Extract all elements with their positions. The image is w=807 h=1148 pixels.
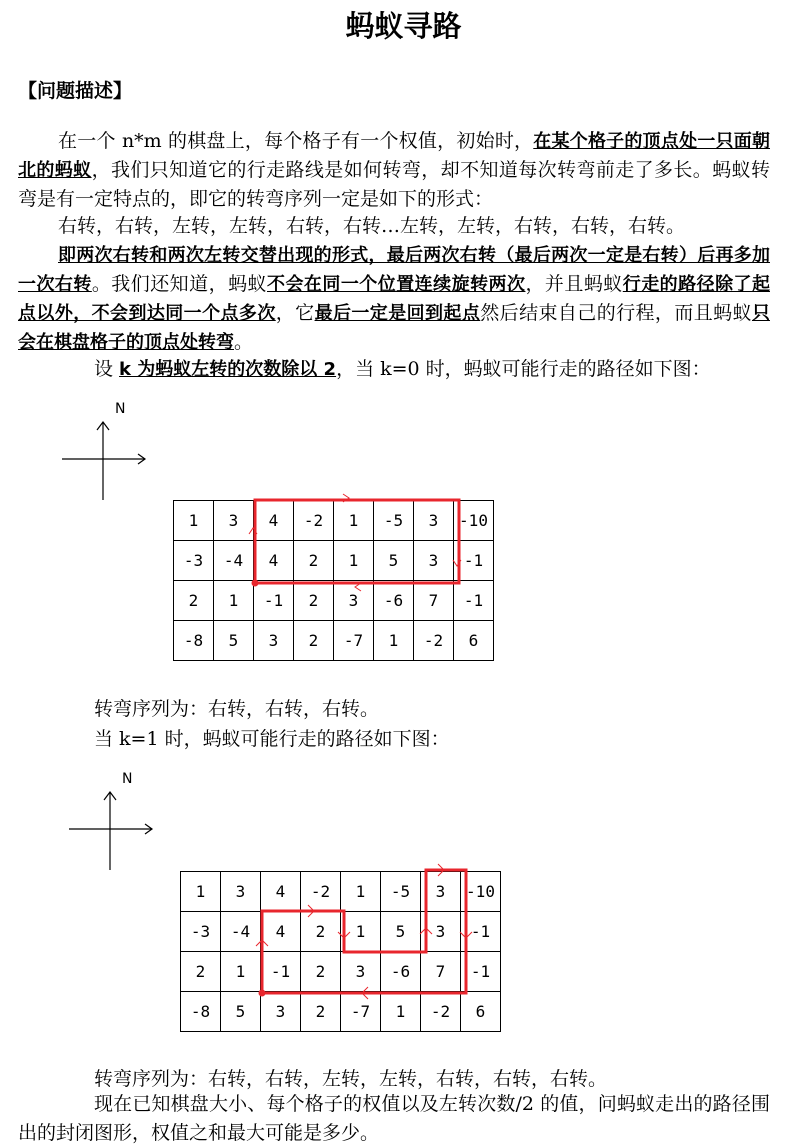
grid-cell: -2 (301, 872, 341, 912)
grid-cell: 1 (381, 992, 421, 1032)
compass-figure-1 (55, 398, 155, 504)
k1-description: 当 k=1 时，蚂蚁可能行走的路径如下图： (94, 728, 450, 750)
text-span: ，我们只知道它的行走路线是如何转弯，却不知道每次转弯前走了多长。蚂蚁转弯是有一定特点的，即它的转弯序列一定是如下的形式： (18, 159, 770, 210)
text-span: 。 (234, 331, 254, 353)
grid-cell: -1 (461, 912, 501, 952)
grid-cell: 1 (341, 872, 381, 912)
turn-sequence-2: 转弯序列为：右转，右转，左转，左转，右转，右转，右转。 (94, 1068, 608, 1090)
grid-cell: 2 (301, 992, 341, 1032)
section-heading: 【问题描述】 (18, 80, 133, 102)
start-point-1 (252, 580, 259, 587)
grid-cell: 5 (214, 621, 254, 661)
grid-cell: 7 (421, 952, 461, 992)
north-label: N (115, 401, 126, 417)
compass-figure-2 (62, 768, 162, 874)
grid-cell: 1 (214, 581, 254, 621)
grid-cell: -2 (421, 992, 461, 1032)
grid-cell: -1 (461, 952, 501, 992)
grid-cell: 3 (334, 581, 374, 621)
grid-cell: 3 (261, 992, 301, 1032)
grid-cell: 7 (414, 581, 454, 621)
grid-cell: 5 (221, 992, 261, 1032)
grid-cell: 1 (334, 501, 374, 541)
grid-cell: 3 (421, 912, 461, 952)
grid-cell: 6 (461, 992, 501, 1032)
text-span: 。我们还知道，蚂蚁 (91, 273, 267, 295)
turn-sequence-example: 右转，右转，左转，左转，右转，右转…左转，左转，右转，右转，右转。 (58, 215, 686, 237)
grid-cell: -5 (374, 501, 414, 541)
question-paragraph: 现在已知棋盘大小、每个格子的权值以及左转次数/2 的值，问蚂蚁走出的路径围出的封闭图形，权值之和最大可能是多少。 (18, 1093, 770, 1144)
grid-cell: -8 (174, 621, 214, 661)
text-span: ，并且蚂蚁 (525, 273, 623, 295)
grid-cell: -3 (181, 912, 221, 952)
emphasis-start-condition: 在某个格子的顶点处一只面朝北的蚂蚁 (18, 131, 770, 181)
grid-cell: -3 (174, 541, 214, 581)
grid-cell: 5 (374, 541, 414, 581)
north-label: N (122, 771, 133, 787)
grid-cell: 2 (294, 581, 334, 621)
emphasis-turn-pattern: 即两次右转和两次左转交替出现的形式，最后两次右转（最后两次一定是右转）后再多加一次右转 (18, 245, 770, 295)
grid-cell: 1 (341, 912, 381, 952)
text-span: ，当 k=0 时，蚂蚁可能行走的路径如下图： (336, 358, 711, 380)
emphasis-turn-at-vertex: 只会在棋盘格子的顶点处转弯 (18, 303, 770, 353)
grid-cell: -10 (461, 872, 501, 912)
grid-cell: -7 (334, 621, 374, 661)
grid-cell: 2 (301, 912, 341, 952)
grid-cell: 6 (454, 621, 494, 661)
grid-cell: 3 (421, 872, 461, 912)
grid-cell: -4 (221, 912, 261, 952)
grid-cell: 4 (261, 912, 301, 952)
emphasis-no-revisit: 行走的路径除了起点以外，不会到达同一个点多次 (18, 274, 770, 324)
grid-cell: 4 (254, 541, 294, 581)
grid-cell: -10 (454, 501, 494, 541)
grid-cell: 4 (261, 872, 301, 912)
grid-cell: 3 (414, 541, 454, 581)
grid-cell: 3 (221, 872, 261, 912)
grid-cell: 3 (414, 501, 454, 541)
grid-cell: -1 (454, 581, 494, 621)
emphasis-k-definition: k 为蚂蚁左转的次数除以 2 (119, 359, 337, 380)
grid-cell: 2 (181, 952, 221, 992)
grid-cell: 2 (294, 541, 334, 581)
emphasis-no-double-turn: 不会在同一个位置连续旋转两次 (267, 274, 526, 295)
grid-cell: 1 (181, 872, 221, 912)
grid-cell: 3 (214, 501, 254, 541)
text-span: 在一个 n*m 的棋盘上，每个格子有一个权值，初始时， (58, 130, 534, 152)
intro-paragraph-rules (18, 241, 770, 357)
intro-paragraph-1 (18, 127, 770, 214)
grid-cell: -5 (381, 872, 421, 912)
grid-cell: 3 (254, 621, 294, 661)
ant-path-2 (262, 870, 466, 993)
page-title: 蚂蚁寻路 (345, 9, 462, 43)
grid-cell: 4 (254, 501, 294, 541)
start-point-2 (259, 990, 266, 997)
grid-cell: -1 (454, 541, 494, 581)
grid-cell: -7 (341, 992, 381, 1032)
text-span: 设 (94, 358, 120, 380)
grid-cell: -1 (254, 581, 294, 621)
grid-cell: -2 (414, 621, 454, 661)
grid-cell: -6 (381, 952, 421, 992)
text-span: 然后结束自己的行程，而且蚂蚁 (480, 302, 752, 324)
grid-cell: 1 (221, 952, 261, 992)
path-overlay-2 (180, 860, 520, 1050)
path-overlay-1 (173, 490, 513, 670)
emphasis-return-start: 最后一定是回到起点 (314, 303, 481, 324)
turn-sequence-1: 转弯序列为：右转，右转，右转。 (94, 698, 380, 720)
grid-cell: -8 (181, 992, 221, 1032)
text-span: ，它 (275, 302, 315, 324)
grid-cell: -1 (261, 952, 301, 992)
grid-cell: 2 (301, 952, 341, 992)
grid-cell: 1 (334, 541, 374, 581)
grid-cell: -2 (294, 501, 334, 541)
grid-cell: -6 (374, 581, 414, 621)
grid-cell: 2 (174, 581, 214, 621)
grid-cell: -4 (214, 541, 254, 581)
ant-path-1 (255, 500, 459, 583)
grid-cell: 1 (374, 621, 414, 661)
grid-cell: 5 (381, 912, 421, 952)
grid-cell: 3 (341, 952, 381, 992)
grid-cell: 1 (174, 501, 214, 541)
grid-cell: 2 (294, 621, 334, 661)
k-definition (18, 355, 770, 384)
